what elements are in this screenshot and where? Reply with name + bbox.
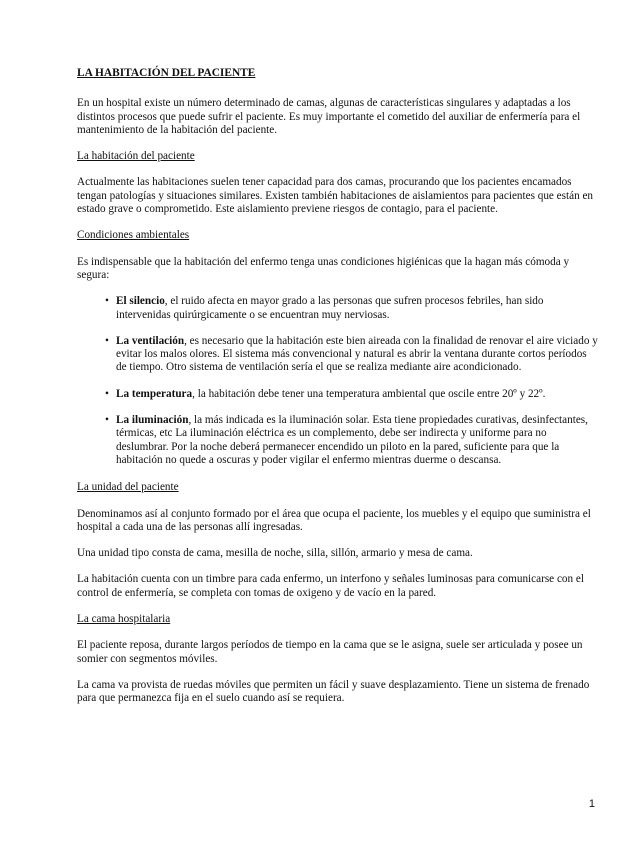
list-item-temperatura — [105, 388, 600, 401]
list-item-term: La temperatura — [116, 387, 193, 400]
bullet-icon: • — [105, 334, 109, 347]
intro-paragraph: En un hospital existe un número determinado de camas, algunas de características singulares y adaptadas a los distintos procesos que puede sufrir el paciente. Es muy importante el cometido del auxiliar de enfermería para el mantenimiento de la habitación del paciente. — [77, 97, 581, 136]
conditions-list — [77, 295, 600, 467]
cama-paragraph-2: La cama va provista de ruedas móviles que permiten un fácil y suave desplazamiento. Tiene un sistema de frenado para que permanezca fija en el suelo cuando así se requiera. — [77, 678, 590, 705]
list-item-text: , el ruido afecta en mayor grado a las personas que sufren procesos febriles, han sido intervenidas quirúrgicamente o se encuentran muy nerviosas. — [116, 295, 544, 321]
list-item-text: , es necesario que la habitación este bien aireada con la finalidad de renovar el aire viciado y evitar los malos olores. El sistema más convencional y natural es abrir la ventana durante cortos períodos de tiempo. Otro sistema de ventilación sería el que se realiza mediante aire acondicionado. — [116, 334, 598, 374]
unidad-paragraph-1: Denominamos así al conjunto formado por el área que ocupa el paciente, los muebles y el equipo que suministra el hospital a cada una de las personas allí ingresadas. — [77, 507, 591, 533]
unidad-paragraph-2: Una unidad tipo consta de cama, mesilla de noche, silla, sillón, armario y mesa de cama. — [77, 547, 473, 560]
bullet-icon: • — [105, 414, 109, 427]
list-item-ventilacion — [105, 335, 600, 375]
section-heading-unidad: La unidad del paciente — [77, 481, 179, 494]
unidad-paragraph-3: La habitación cuenta con un timbre para cada enfermo, un interfono y señales luminosas para comunicarse con el control de enfermería, se completa con tomas de oxigeno y de vacío en la pared. — [77, 573, 584, 599]
bullet-icon: • — [105, 387, 109, 400]
list-item-term: La iluminación — [116, 414, 189, 427]
section-heading-cama: La cama hospitalaria — [77, 613, 171, 626]
page-number: 1 — [588, 798, 595, 810]
bullet-icon: • — [105, 295, 109, 308]
habitacion-paragraph: Actualmente las habitaciones suelen tener capacidad para dos camas, procurando que los pacientes encamados tengan patologías y situaciones similares. Existen también habitaciones de aislamientos para pacientes que están en estado grave o comprometido. Este aislamiento previene riesgos de contagio, para el paciente. — [77, 176, 594, 216]
list-item-text: , la más indicada es la iluminación solar. Esta tiene propiedades curativas, desinfectantes, térmicas, etc La iluminación eléctrica es un complemento, debe ser indirecta y uniforme para no deslumbrar. Por la noche deberá permanecer encendido un piloto en la pared, suficiente para que la habitación no quede a oscuras y poder vigilar el enfermo mientras duerme o descansa. — [116, 414, 588, 466]
cama-paragraph-1: El paciente reposa, durante largos períodos de tiempo en la cama que se le asigna, suele ser articulada y posee un somier con segmentos móviles. — [77, 639, 583, 665]
list-item-text: , la habitación debe tener una temperatura ambiental que oscile entre 20º y 22º. — [192, 387, 546, 400]
condiciones-paragraph: Es indispensable que la habitación del enfermo tenga unas condiciones higiénicas que la hagan más cómoda y segura: — [77, 255, 570, 281]
section-heading-habitacion: La habitación del paciente — [77, 150, 195, 163]
document-title: LA HABITACIÓN DEL PACIENTE — [77, 67, 256, 79]
list-item-term: La ventilación — [116, 334, 185, 347]
document-content — [77, 67, 600, 719]
list-item-term: El silencio — [116, 295, 165, 308]
list-item-iluminacion — [105, 414, 600, 467]
section-heading-condiciones: Condiciones ambientales — [77, 229, 190, 242]
list-item-silencio — [105, 295, 600, 322]
